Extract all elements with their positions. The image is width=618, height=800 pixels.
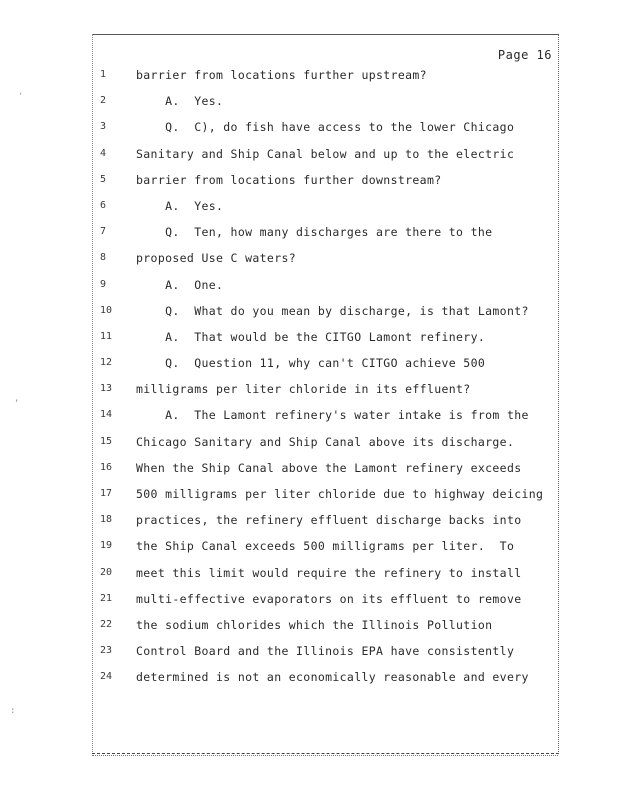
- transcript-line: [100, 664, 550, 690]
- line-number: 9: [100, 278, 107, 290]
- line-number: 12: [100, 357, 113, 369]
- line-number: 21: [100, 592, 113, 604]
- transcript-line: [100, 193, 550, 219]
- line-text: barrier from locations further downstream?: [136, 172, 442, 187]
- line-text: A. Yes.: [136, 198, 224, 213]
- scan-speck: ': [18, 92, 24, 102]
- line-number: 14: [100, 409, 113, 421]
- transcript-line: [100, 324, 550, 350]
- line-number: 8: [100, 252, 107, 264]
- line-number: 22: [100, 618, 113, 630]
- transcript-line: [100, 350, 550, 376]
- transcript-line: [100, 638, 550, 664]
- line-number: 17: [100, 488, 113, 499]
- line-text: determined is not an economically reasonable and every: [136, 670, 529, 685]
- line-number: 19: [100, 540, 113, 552]
- line-text: Q. What do you mean by discharge, is that Lamont?: [136, 303, 529, 318]
- transcript-line: [100, 402, 550, 428]
- transcript-line: [100, 167, 550, 193]
- transcript-line: [100, 586, 550, 612]
- line-text: the Ship Canal exceeds 500 milligrams per liter. To: [136, 539, 515, 554]
- line-number: 2: [100, 95, 107, 107]
- line-text: proposed Use C waters?: [136, 251, 297, 266]
- transcript-line: [100, 481, 550, 507]
- line-number: 20: [100, 566, 113, 578]
- line-text: When the Ship Canal above the Lamont refinery exceeds: [136, 460, 522, 475]
- line-number: 13: [100, 383, 113, 395]
- line-text: 500 milligrams per liter chloride due to highway deicing: [136, 487, 544, 501]
- line-text: Sanitary and Ship Canal below and up to the electric: [136, 146, 515, 161]
- line-number: 15: [100, 435, 113, 447]
- page-number: Page 16: [497, 48, 552, 62]
- line-text: Q. C), do fish have access to the lower Chicago: [136, 120, 515, 135]
- line-text: A. The Lamont refinery's water intake is from the: [136, 408, 529, 423]
- line-text: A. Yes.: [136, 94, 224, 109]
- line-number: 11: [100, 330, 113, 342]
- transcript-line: [100, 455, 550, 481]
- line-text: Control Board and the Illinois EPA have consistently: [136, 644, 515, 659]
- line-text: Q. Ten, how many discharges are there to the: [136, 225, 493, 240]
- line-text: A. One.: [136, 277, 224, 292]
- line-number: 10: [100, 304, 113, 316]
- transcript-line: [100, 245, 550, 271]
- line-number: 3: [100, 121, 107, 133]
- transcript-line: [100, 612, 550, 638]
- left-margin-rule: [92, 34, 93, 752]
- bottom-rule: [92, 755, 558, 756]
- line-number: 4: [100, 147, 107, 159]
- line-number: 6: [100, 199, 107, 211]
- line-number: 7: [100, 226, 107, 238]
- line-number: 1: [100, 69, 107, 80]
- line-text: multi-effective evaporators on its effluent to remove: [136, 591, 522, 606]
- transcript-line: [100, 141, 550, 167]
- transcript-line: [100, 298, 550, 324]
- transcript-line: [100, 533, 550, 559]
- line-text: milligrams per liter chloride in its effluent?: [136, 382, 471, 397]
- line-text: the sodium chlorides which the Illinois Pollution: [136, 617, 493, 632]
- line-text: Q. Question 11, why can't CITGO achieve 500: [136, 356, 486, 371]
- transcript-line: [100, 114, 550, 140]
- line-text: meet this limit would require the refinery to install: [136, 565, 522, 580]
- line-number: 5: [100, 173, 107, 185]
- transcript-line: [100, 88, 550, 114]
- scan-speck: ,: [14, 394, 20, 404]
- line-number: 24: [100, 671, 113, 683]
- line-number: 16: [100, 461, 113, 473]
- transcript-line: [100, 507, 550, 533]
- line-text: A. That would be the CITGO Lamont refinery.: [136, 329, 486, 344]
- line-text: Chicago Sanitary and Ship Canal above its discharge.: [136, 434, 515, 449]
- line-text: barrier from locations further upstream?: [136, 68, 427, 82]
- line-number: 18: [100, 514, 113, 526]
- line-text: practices, the refinery effluent discharge backs into: [136, 513, 522, 528]
- scan-speck: :: [10, 706, 16, 716]
- transcript-line: [100, 429, 550, 455]
- transcript-body: [100, 62, 550, 691]
- transcript-line: [100, 219, 550, 245]
- transcript-line: [100, 62, 550, 88]
- transcript-line: [100, 560, 550, 586]
- transcript-line: [100, 376, 550, 402]
- line-number: 23: [100, 645, 113, 657]
- transcript-line: [100, 272, 550, 298]
